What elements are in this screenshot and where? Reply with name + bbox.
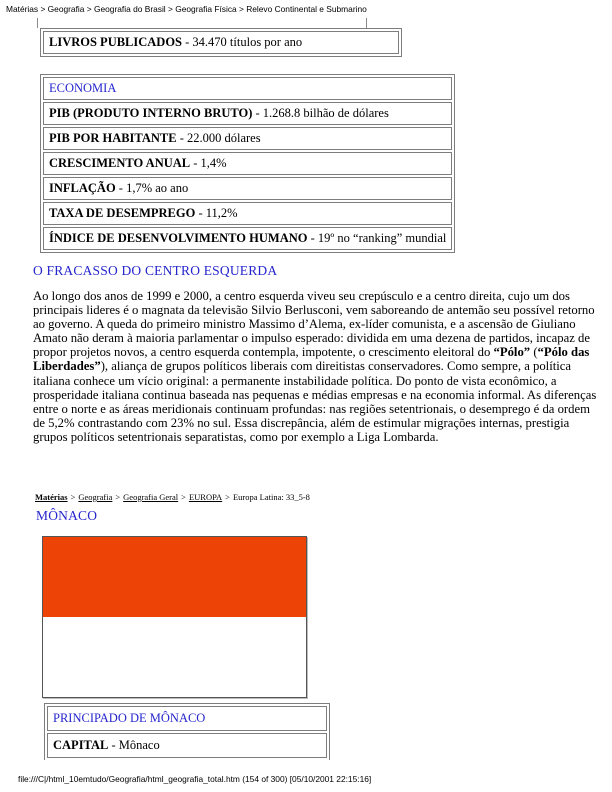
breadcrumb-link-europa[interactable]: EUROPA [188, 492, 223, 502]
print-header-breadcrumb: Matérias > Geografia > Geografia do Brasil > Geografia Física > Relevo Continental e Submarino [6, 4, 367, 14]
fact-label: PIB (PRODUTO INTERNO BRUTO) [49, 106, 253, 120]
breadcrumb-link-geografia-geral[interactable]: Geografia Geral [123, 492, 179, 502]
livros-publicados-cell [43, 31, 399, 54]
page-break-table-remnant-right [366, 18, 367, 28]
table-row [47, 733, 327, 758]
table-row [43, 202, 452, 225]
breadcrumb-separator: > [115, 492, 121, 502]
article-paragraph: Ao longo dos anos de 1999 e 2000, a centro esquerda viveu seu crepúsculo e a centro direita, cujo um dos principais lideres é o magnata da televisão Silvio Berlusconi, vem saboreando de antemão seu possível retorno ao governo. A queda do primeiro ministro Massimo d’Alema, ex-líder comunista, e a ascensão de Giuliano Amato não deram à maioria parlamentar o impulso esperado: dividida em uma dezena de partidos, incapaz de propor projetos novos, a centro esquerda contempla, impotente, o crescimento eleitoral do “Pólo” (“Pólo das Liberdades”), aliança de grupos políticos liberais com direitistas conservadores. Como sempre, a política italiana conhece um vício original: a permanente instabilidade política. Do ponto de vista econômico, a prosperidade italiana continua baseada nas pequenas e médias empresas e na economia informal. As diferenças entre o norte e as áreas meridionais continuam profundas: nas regiões setentrionais, o desemprego é da ordem de 5,2% contrastando com 23% no sul. Essa discrepância, além de estimular migrações internas, prestigia grupos políticos setentrionais separatistas, como por exemplo a Liga Lombarda. [33, 289, 597, 444]
livros-publicados-table [40, 28, 402, 57]
breadcrumb-separator: > [181, 492, 186, 502]
monaco-table-title: PRINCIPADO DE MÔNACO [53, 711, 206, 725]
fact-label: INFLAÇÃO [49, 181, 116, 195]
table-header-row [47, 706, 327, 731]
fact-value: - 22.000 dólares [179, 131, 261, 145]
page-break-table-remnant-left [37, 18, 38, 28]
fact-label: LIVROS PUBLICADOS [49, 35, 183, 49]
section-heading-fracasso: O FRACASSO DO CENTRO ESQUERDA [33, 263, 278, 278]
table-row [43, 127, 452, 150]
fact-value: - 1,7% ao ano [118, 181, 189, 195]
fact-value: - 19º no “ranking” mundial [310, 231, 447, 245]
table-header-row [43, 77, 452, 100]
economia-table [40, 74, 455, 253]
fact-label: TAXA DE DESEMPREGO [49, 206, 196, 220]
principado-monaco-table [44, 703, 330, 760]
economia-table-title: ECONOMIA [49, 81, 117, 95]
table-row [43, 31, 399, 54]
breadcrumb-current-item: Europa Latina: 33_5-8 [232, 492, 310, 502]
fact-value: - 1.268.8 bilhão de dólares [255, 106, 389, 120]
table-row [43, 102, 452, 125]
table-row [43, 152, 452, 175]
breadcrumb-separator: > [70, 492, 76, 502]
monaco-flag-red-stripe [43, 537, 306, 617]
fact-value: - 11,2% [198, 206, 238, 220]
table-row [43, 227, 452, 250]
fact-label: CRESCIMENTO ANUAL [49, 156, 191, 170]
breadcrumb [35, 492, 310, 502]
section-heading-monaco: MÔNACO [36, 508, 98, 523]
fact-label: PIB POR HABITANTE [49, 131, 177, 145]
monaco-flag-white-stripe [43, 617, 306, 697]
table-row [43, 177, 452, 200]
fact-value: - Mônaco [111, 738, 160, 752]
print-footer-file-url: file:///C|/html_10emtudo/Geografia/html_geografia_total.htm (154 of 300) [05/10/2001 22:15:16] [18, 774, 372, 784]
monaco-flag-image [42, 536, 307, 698]
fact-value: - 1,4% [193, 156, 227, 170]
breadcrumb-separator: > [225, 492, 230, 502]
fact-value: - 34.470 títulos por ano [185, 35, 303, 49]
fact-label: ÍNDICE DE DESENVOLVIMENTO HUMANO [49, 231, 308, 245]
breadcrumb-link-materias[interactable]: Matérias [35, 492, 68, 502]
breadcrumb-link-geografia[interactable]: Geografia [78, 492, 113, 502]
fact-label: CAPITAL [53, 738, 109, 752]
